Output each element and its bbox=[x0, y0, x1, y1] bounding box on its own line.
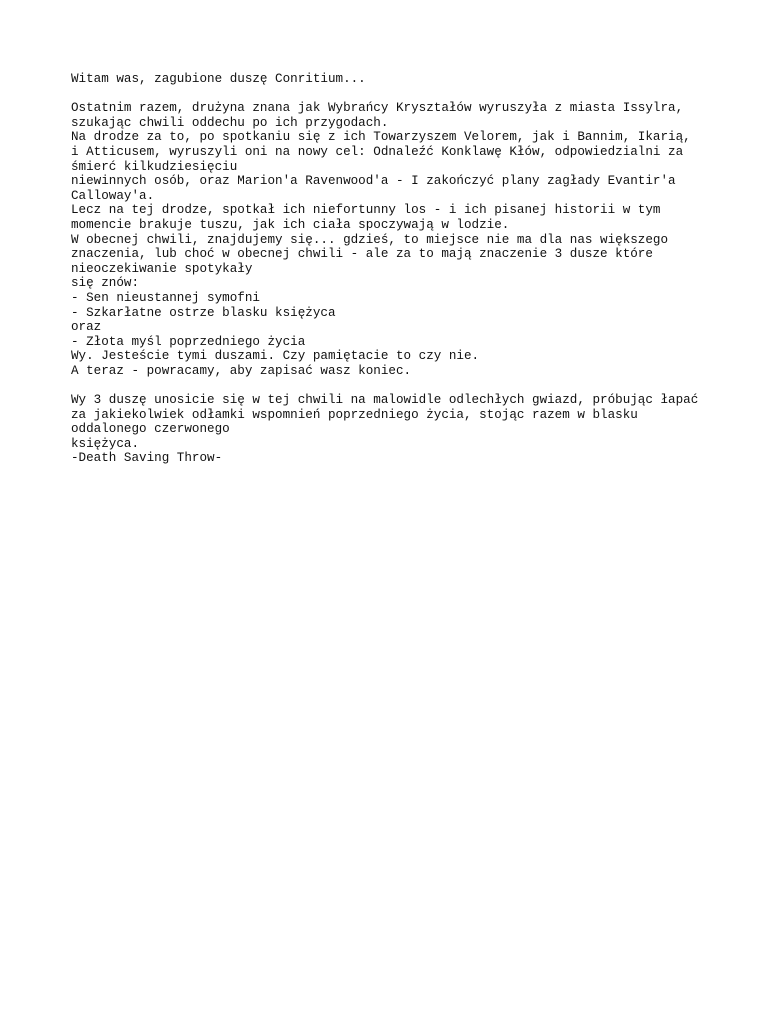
text-line: Witam was, zagubione duszę Conritium... bbox=[71, 72, 366, 86]
document-text bbox=[71, 72, 721, 466]
text-line: W obecnej chwili, znajdujemy się... gdzieś, to miejsce nie ma dla nas większego bbox=[71, 232, 669, 247]
text-line: za jakiekolwiek odłamki wspomnień poprzedniego życia, stojąc razem w blasku bbox=[71, 407, 638, 422]
text-line: i Atticusem, wyruszyli oni na nowy cel: Odnaleźć Konklawę Kłów, odpowiedzialni za bbox=[71, 144, 684, 159]
list-item: - Złota myśl poprzedniego życia bbox=[71, 334, 306, 349]
text-line: oddalonego czerwonego bbox=[71, 422, 230, 437]
blank-line bbox=[71, 87, 721, 102]
text-line: księżyca. bbox=[71, 436, 140, 451]
text-line: Wy. Jesteście tymi duszami. Czy pamiętacie to czy nie. bbox=[71, 349, 480, 364]
text-line: Lecz na tej drodze, spotkał ich niefortunny los - i ich pisanej historii w tym bbox=[71, 203, 661, 218]
list-item: - Szkarłatne ostrze blasku księżyca bbox=[71, 305, 336, 320]
text-line: niewinnych osób, oraz Marion'a Ravenwood'a - I zakończyć plany zagłady Evantir'a bbox=[71, 174, 676, 189]
text-line: A teraz - powracamy, aby zapisać wasz koniec. bbox=[71, 363, 412, 378]
text-line: znaczenia, lub choć w obecnej chwili - ale za to mają znaczenie 3 dusze które bbox=[71, 247, 653, 262]
text-line: Ostatnim razem, drużyna znana jak Wybrańcy Kryształów wyruszyła z miasta Issylra, bbox=[71, 101, 684, 116]
text-line: śmierć kilkudziesięciu bbox=[71, 159, 238, 174]
text-line: się znów: bbox=[71, 276, 140, 291]
blank-line bbox=[71, 378, 721, 393]
text-line: nieoczekiwanie spotykały bbox=[71, 261, 253, 276]
text-line: momencie brakuje tuszu, jak ich ciała spoczywają w lodzie. bbox=[71, 217, 510, 232]
text-line: Calloway'a. bbox=[71, 188, 155, 203]
text-line: Na drodze za to, po spotkaniu się z ich Towarzyszem Velorem, jak i Bannim, Ikarią, bbox=[71, 130, 691, 145]
text-line: szukając chwili oddechu po ich przygodach. bbox=[71, 115, 389, 130]
text-line: Wy 3 duszę unosicie się w tej chwili na malowidle odlechłych gwiazd, próbując łapać bbox=[71, 393, 699, 408]
closing-title: -Death Saving Throw- bbox=[71, 451, 223, 466]
text-line: oraz bbox=[71, 320, 102, 335]
list-item: - Sen nieustannej symofni bbox=[71, 290, 260, 305]
